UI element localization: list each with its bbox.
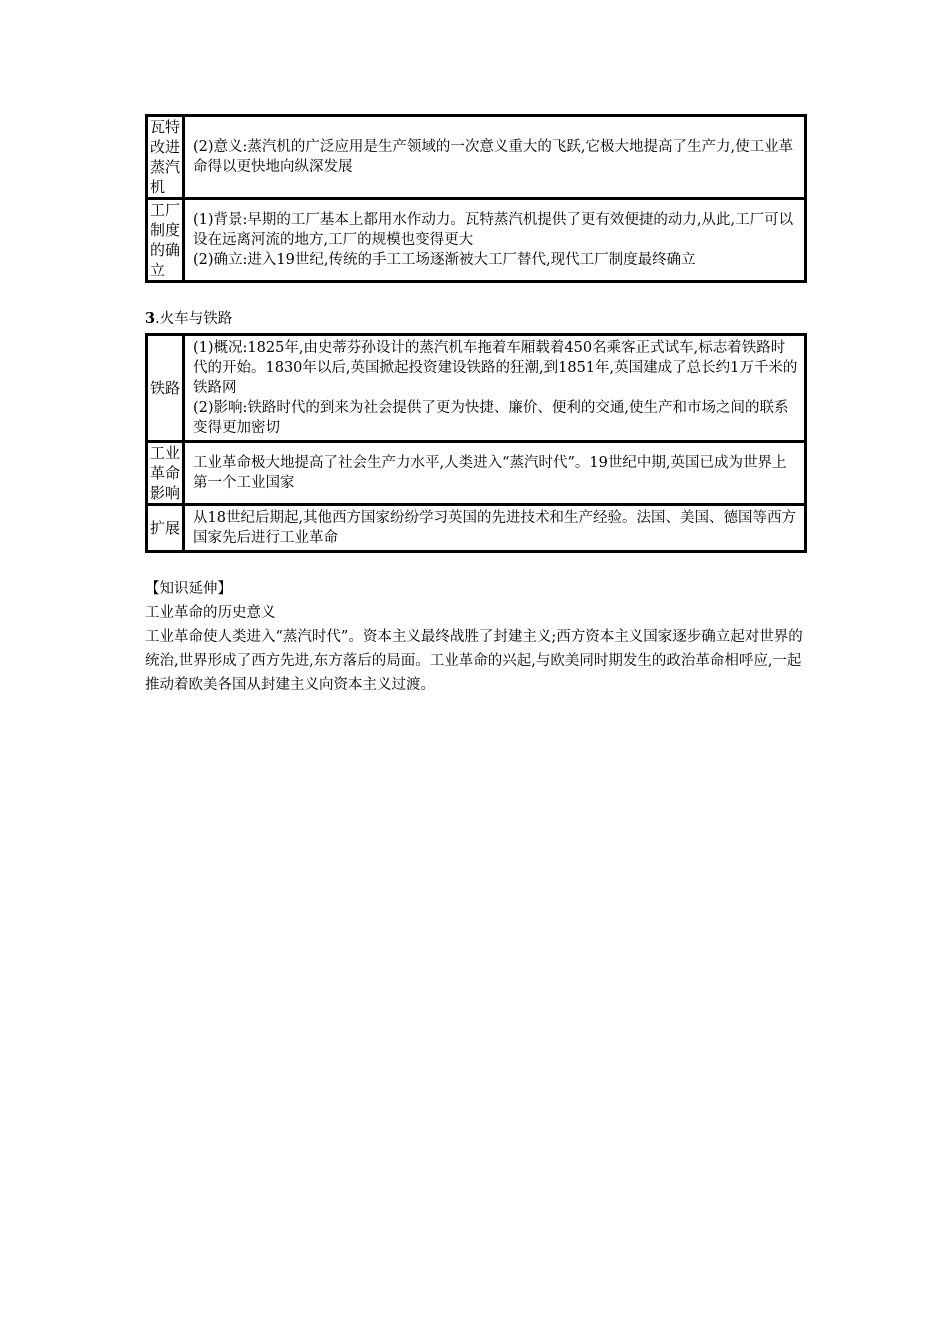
content-line: (1)概况:1825年,由史蒂芬孙设计的蒸汽机车拖着车厢载着450名乘客正式试车,标志着铁路时代的开始。1830年以后,英国掀起投资建设铁路的狂潮,到1851年,英国建成了总长约1万千米的铁路网 <box>193 340 798 396</box>
row-header: 铁路 <box>147 335 184 442</box>
table-row <box>147 442 806 505</box>
row-header: 工业革命影响 <box>147 442 184 505</box>
row-header: 瓦特改进蒸汽机 <box>147 116 184 199</box>
table-row <box>147 505 806 552</box>
section-heading <box>145 309 807 329</box>
content-line: (1)背景:早期的工厂基本上都用水作动力。瓦特蒸汽机提供了更有效便捷的动力,从此,工厂可以设在远离河流的地方,工厂的规模也变得更大 <box>193 212 794 248</box>
knowledge-extension <box>145 577 807 697</box>
extension-subheading: 工业革命的历史意义 <box>145 605 276 621</box>
table-row <box>147 199 806 282</box>
row-content <box>184 505 806 552</box>
content-line: 从18世纪后期起,其他西方国家纷纷学习英国的先进技术和生产经验。法国、美国、德国等西方国家先后进行工业革命 <box>193 510 797 546</box>
extension-heading: 【知识延伸】 <box>145 581 232 597</box>
table-row <box>147 335 806 442</box>
content-line: (2)意义:蒸汽机的广泛应用是生产领域的一次意义重大的飞跃,它极大地提高了生产力,使工业革命得以更快地向纵深发展 <box>193 139 794 175</box>
extension-paragraph: 工业革命使人类进入“蒸汽时代”。资本主义最终战胜了封建主义;西方资本主义国家逐步确立起对世界的统治,世界形成了西方先进,东方落后的局面。工业革命的兴起,与欧美同时期发生的政治革命相呼应,一起推动着欧美各国从封建主义向资本主义过渡。 <box>145 629 803 693</box>
row-content <box>184 442 806 505</box>
section-number: 3 <box>145 310 156 327</box>
row-content <box>184 199 806 282</box>
section-title-text: .火车与铁路 <box>155 311 233 327</box>
row-header: 扩展 <box>147 505 184 552</box>
table-row <box>147 116 806 199</box>
content-line: (2)影响:铁路时代的到来为社会提供了更为快捷、廉价、便利的交通,使生产和市场之间的联系变得更加密切 <box>193 400 789 436</box>
railway-table <box>145 333 807 553</box>
steam-engine-factory-table <box>145 114 807 283</box>
document-page <box>145 114 807 697</box>
content-line: (2)确立:进入19世纪,传统的手工工场逐渐被大工厂替代,现代工厂制度最终确立 <box>193 252 696 268</box>
row-content <box>184 335 806 442</box>
row-content <box>184 116 806 199</box>
row-header: 工厂制度的确立 <box>147 199 184 282</box>
content-line: 工业革命极大地提高了社会生产力水平,人类进入“蒸汽时代”。19世纪中期,英国已成为世界上第一个工业国家 <box>193 455 787 491</box>
